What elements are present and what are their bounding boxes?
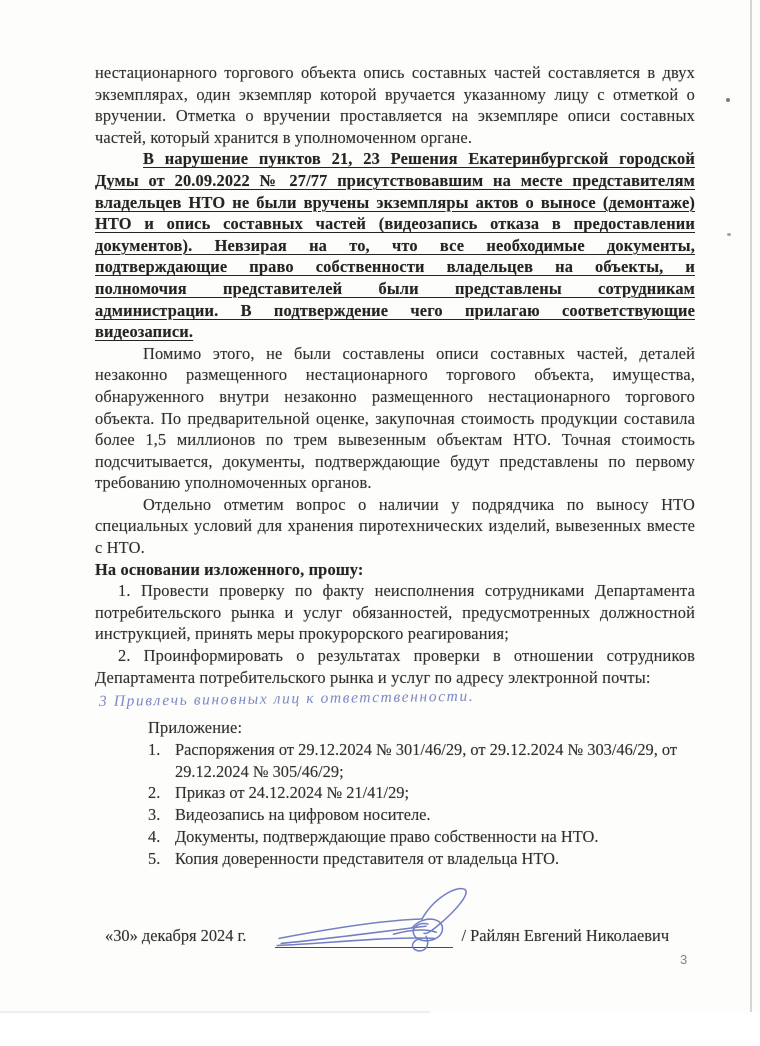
attachment-text: Видеозапись на цифровом носителе. [175,805,431,825]
attachment-number: 1. [148,739,161,759]
paragraph-continuation: нестационарного торгового объекта опись составных частей составляется в двух экземплярах, один экземпляр которой вручается указанному лицу с отметкой о вручении. Отметка о вручении проставляется на экземпляре описи составных частей, который хранится в уполномоченном органе. [95,63,695,147]
attachment-number: 4. [148,827,161,846]
attachment-item-2 [148,782,695,804]
attachment-item-3 [148,804,695,826]
attachment-item-1 [148,739,695,783]
attachments-heading: Приложение: [148,718,243,738]
attachment-text: Распоряжения от 29.12.2024 № 301/46/29, от 29.12.2024 № 303/46/29, от 29.12.2024 № 305/46/29; [175,739,678,781]
signature-line [275,926,453,948]
signature-block [105,925,697,948]
attachment-number: 5. [148,848,161,868]
scan-speck [727,233,731,236]
attachment-item-4 [148,826,695,848]
request-item-2: 2. Проинформировать о результатах проверки в отношении сотрудников Департамента потребительского рынка и услуг по адресу электронной почты: [95,646,695,687]
page-number: 3 [680,952,688,967]
attachment-item-5 [148,848,695,870]
request-heading: На основании изложенного, прошу: [95,559,364,579]
signature-name: / Райлян Евгений Николаевич [461,926,670,945]
request-item-1: 1. Провести проверку по факту неисполнения сотрудниками Департамента потребительского рынка и услуг обязанностей, предусмотренных должностной инструкцией, принять меры прокурорского реагирования; [95,581,695,644]
scan-speck [726,98,730,102]
attachments-section [148,717,695,869]
attachment-number: 2. [148,783,161,803]
document-content [95,62,695,870]
signature-date: «30» декабря 2024 г. [105,926,247,945]
paragraph-violation: В нарушение пунктов 21, 23 Решения Екатеринбургской городской Думы от 20.09.2022 № 27/77 присутствовавшим на месте представителям владельцев НТО не были вручены экземпляры актов о выносе (демонтаже) НТО и опись составных частей (видеозапись отказа в предоставлении документов). Невзирая на то, что все необходимые документы, подтверждающие право собственности владельцев на объекты, и полномочия представителей были представлены сотрудникам администрации. В подтверждение чего прилагаю соответствующие видеозаписи. [95,149,695,342]
paragraph-separate-note: Отдельно отметим вопрос о наличии у подрядчика по выносу НТО специальных условий для хранения пиротехнических изделий, вывезенных вместе с НТО. [95,494,695,558]
attachment-number: 3. [148,805,161,825]
scan-edge-line [750,0,752,1012]
handwritten-note: 3 Привлечь виновных лиц к ответственности. [98,687,475,711]
attachment-text: Копия доверенности представителя от владельца НТО. [175,848,560,868]
attachment-text: Приказ от 24.12.2024 № 21/41/29; [175,783,410,803]
paragraph-additional: Помимо этого, не были составлены описи составных частей, деталей незаконно размещенного нестационарного торгового объекта, имущества, обнаруженного внутри незаконно размещенного нестационарного торгового объекта. По предварительной оценке, закупочная стоимость продукции составила более 1,5 миллионов по трем вывезенным объектам НТО. Точная стоимость подсчитывается, документы, подтверждающие будут представлены по первому требованию уполномоченных органов. [95,343,695,493]
handwritten-signature-icon [271,885,475,957]
attachment-text: Документы, подтверждающие право собственности на НТО. [175,827,599,846]
scan-edge-line [0,1011,430,1013]
